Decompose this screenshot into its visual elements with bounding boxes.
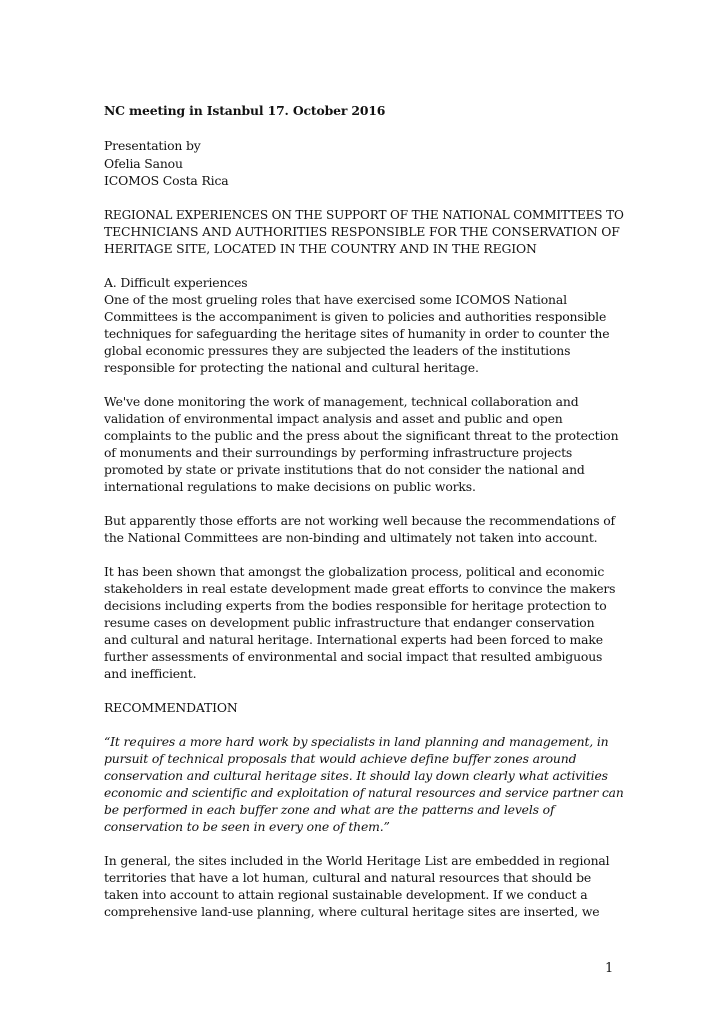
paragraph-2-line: of monuments and their surroundings by performing infrastructure projects (104, 445, 573, 460)
heading-line: HERITAGE SITE, LOCATED IN THE COUNTRY AND IN THE REGION (104, 241, 537, 256)
recommendation-title: RECOMMENDATION (104, 700, 238, 715)
presenter-organization: ICOMOS Costa Rica (104, 173, 229, 188)
paragraph-1-line: Committees is the accompaniment is given to policies and authorities responsible (104, 309, 607, 324)
paragraph-2-line: complaints to the public and the press about the significant threat to the protection (104, 428, 619, 443)
paragraph-2-line: promoted by state or private institutions that do not consider the national and (104, 462, 585, 477)
section-a-title: A. Difficult experiences (104, 275, 248, 290)
paragraph-2-line: international regulations to make decisions on public works. (104, 479, 476, 494)
page-number: 1 (605, 961, 614, 976)
heading-line: TECHNICIANS AND AUTHORITIES RESPONSIBLE FOR THE CONSERVATION OF (104, 224, 620, 239)
presenter-name: Ofelia Sanou (104, 156, 183, 171)
paragraph-5-line: taken into account to attain regional sustainable development. If we conduct a (104, 887, 588, 902)
quote-line: pursuit of technical proposals that would achieve define buffer zones around (104, 751, 577, 766)
document-title: NC meeting in Istanbul 17. October 2016 (104, 103, 386, 118)
heading-line: REGIONAL EXPERIENCES ON THE SUPPORT OF THE NATIONAL COMMITTEES TO (104, 207, 624, 222)
paragraph-3-line: the National Committees are non-binding and ultimately not taken into account. (104, 530, 598, 545)
paragraph-4-line: It has been shown that amongst the globalization process, political and economic (104, 564, 605, 579)
paragraph-5-line: comprehensive land-use planning, where cultural heritage sites are inserted, we (104, 904, 600, 919)
quote-line: conservation and cultural heritage sites. It should lay down clearly what activities (104, 768, 608, 783)
quote-line: be performed in each buffer zone and what are the patterns and levels of (104, 802, 555, 817)
paragraph-2-line: We've done monitoring the work of management, technical collaboration and (104, 394, 579, 409)
paragraph-1-line: One of the most grueling roles that have exercised some ICOMOS National (104, 292, 567, 307)
paragraph-2-line: validation of environmental impact analysis and asset and public and open (104, 411, 563, 426)
paragraph-1-line: global economic pressures they are subjected the leaders of the institutions (104, 343, 571, 358)
paragraph-1-line: responsible for protecting the national and cultural heritage. (104, 360, 479, 375)
paragraph-4-line: further assessments of environmental and social impact that resulted ambiguous (104, 649, 603, 664)
quote-line: economic and scientific and exploitation of natural resources and service partner can (104, 785, 624, 800)
presenter-intro: Presentation by (104, 138, 201, 153)
paragraph-4-line: and cultural and natural heritage. International experts had been forced to make (104, 632, 603, 647)
paragraph-3-line: But apparently those efforts are not working well because the recommendations of (104, 513, 615, 528)
quote-line: conservation to be seen in every one of them.” (104, 819, 390, 834)
paragraph-4-line: stakeholders in real estate development made great efforts to convince the makers (104, 581, 616, 596)
paragraph-5-line: territories that have a lot human, cultural and natural resources that should be (104, 870, 592, 885)
paragraph-1-line: techniques for safeguarding the heritage sites of humanity in order to counter the (104, 326, 610, 341)
paragraph-4-line: and inefficient. (104, 666, 197, 681)
paragraph-5-line: In general, the sites included in the World Heritage List are embedded in regional (104, 853, 610, 868)
paragraph-4-line: resume cases on development public infrastructure that endanger conservation (104, 615, 595, 630)
quote-line: “It requires a more hard work by specialists in land planning and management, in (104, 734, 609, 749)
paragraph-4-line: decisions including experts from the bodies responsible for heritage protection to (104, 598, 607, 613)
